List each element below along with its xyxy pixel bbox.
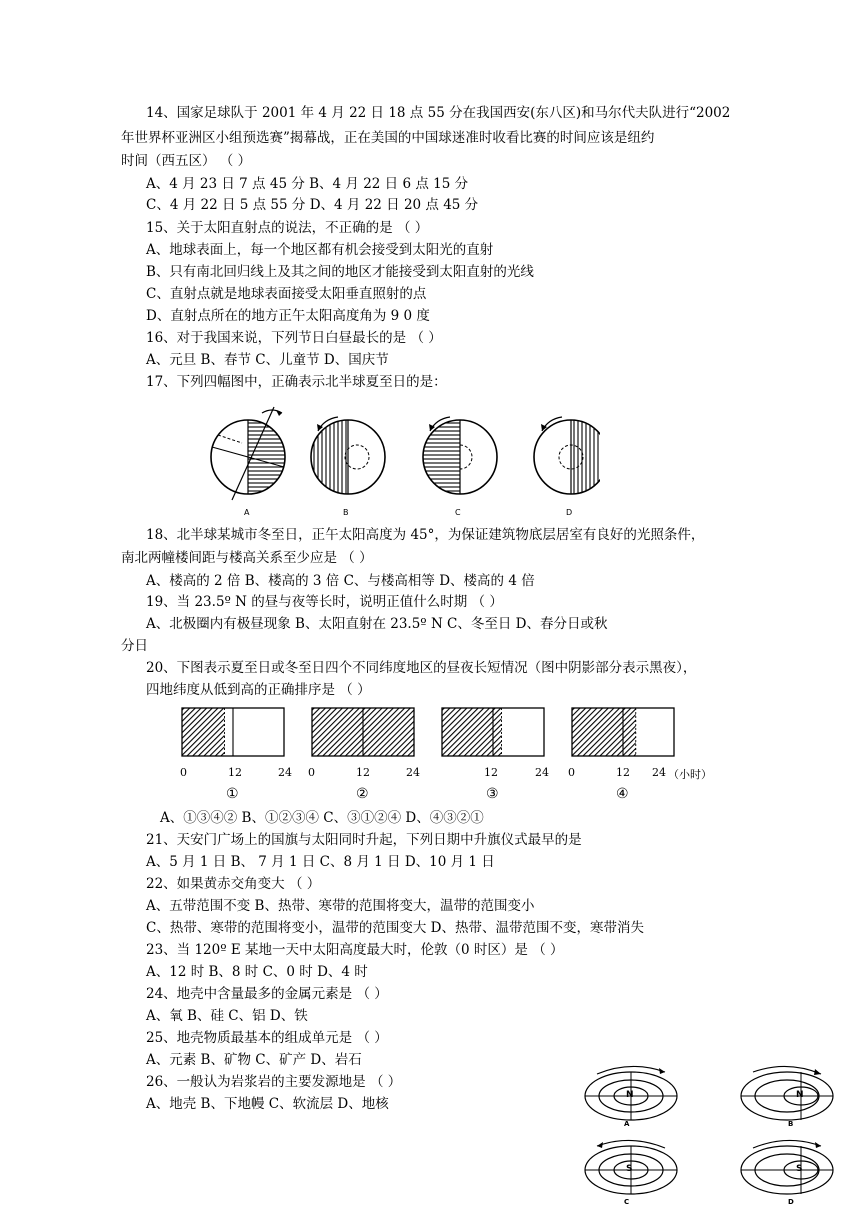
q15-option-c: C、直射点就是地球表面接受太阳垂直照射的点	[146, 286, 427, 302]
polar-label-b: B	[788, 1120, 794, 1128]
q16-options: A、元旦 B、春节 C、儿童节 D、国庆节	[146, 352, 389, 368]
q14-options-2: C、4 月 22 日 5 点 55 分 D、4 月 22 日 20 点 45 分	[146, 197, 479, 213]
q19-stem: 19、当 23.5º N 的昼与夜等长时，说明正值什么时期 （ ）	[146, 594, 503, 610]
q25-stem: 25、地壳物质最基本的组成单元是 （ ）	[146, 1030, 388, 1046]
time-unit-label: （小时）	[668, 768, 712, 781]
earth-diagram-b	[300, 415, 385, 505]
polar-diagram-d	[741, 1140, 833, 1194]
q22-stem: 22、如果黄赤交角变大 （ ）	[146, 876, 321, 892]
polar-c-pole: S	[626, 1164, 633, 1174]
bar3-tick-24: 24	[535, 766, 549, 779]
q19-options-cont: 分日	[121, 638, 148, 654]
daynight-bar-2	[312, 708, 414, 756]
fig17-label-d: D	[566, 508, 573, 517]
night-segment	[572, 708, 636, 756]
q23-options: A、12 时 B、8 时 C、0 时 D、4 时	[146, 964, 368, 980]
q20-options: A、①③④② B、①②③④ C、③①②④ D、④③②①	[160, 810, 484, 826]
q16-stem: 16、对于我国来说，下列节日白昼最长的是 （ ）	[146, 330, 442, 346]
bar2-tick-24: 24	[406, 766, 420, 779]
bar4-number: ④	[616, 786, 629, 802]
q20-line1: 20、下图表示夏至日或冬至日四个不同纬度地区的昼夜长短情况（图中阴影部分表示黑夜），	[146, 660, 697, 676]
q15-option-a: A、地球表面上，每一个地区都有机会接受到太阳光的直射	[146, 242, 494, 258]
q24-stem: 24、地壳中含量最多的金属元素是 （ ）	[146, 986, 388, 1002]
q23-stem: 23、当 120º E 某地一天中太阳高度最大时，伦敦（0 时区）是 （ ）	[146, 942, 564, 958]
bar2-tick-0: 0	[308, 766, 315, 779]
bar4-tick-0: 0	[568, 766, 575, 779]
q18-line2: 南北两幢楼间距与楼高关系至少应是 （ ）	[121, 550, 373, 566]
q15-option-d: D、直射点所在的地方正午太阳高度角为 9 0 度	[146, 308, 430, 324]
night-segment	[182, 708, 225, 756]
polar-b-pole: N	[796, 1090, 804, 1100]
polar-label-a: A	[624, 1120, 630, 1128]
q24-options: A、氧 B、硅 C、铝 D、铁	[146, 1008, 308, 1024]
polar-d-pole: S	[796, 1164, 803, 1174]
q19-options: A、北极圈内有极昼现象 B、太阳直射在 23.5º N C、冬至日 D、春分日或秋	[146, 616, 608, 632]
q17-stem: 17、下列四幅图中，正确表示北半球夏至日的是：	[146, 374, 447, 390]
fig17-label-b: B	[343, 508, 349, 517]
q15-stem: 15、关于太阳直射点的说法，不正确的是 （ ）	[146, 220, 429, 236]
polar-label-d: D	[788, 1198, 794, 1206]
daynight-bar-1	[182, 708, 284, 756]
q18-options: A、楼高的 2 倍 B、楼高的 3 倍 C、与楼高相等 D、楼高的 4 倍	[146, 573, 535, 589]
bar1-tick-0: 0	[180, 766, 187, 779]
q22-options-1: A、五带范围不变 B、热带、寒带的范围将变大，温带的范围变小	[146, 898, 535, 914]
q26-stem: 26、一般认为岩浆岩的主要发源地是 （ ）	[146, 1074, 402, 1090]
q17-figure	[200, 405, 600, 515]
bar2-tick-12: 12	[356, 766, 370, 779]
q26-options: A、地壳 B、下地幔 C、软流层 D、地核	[146, 1096, 389, 1112]
polar-view-figure	[575, 1058, 845, 1214]
q15-option-b: B、只有南北回归线上及其之间的地区才能接受到太阳直射的光线	[146, 264, 534, 280]
bar1-tick-24: 24	[278, 766, 292, 779]
polar-a-pole: N	[626, 1090, 634, 1100]
earth-diagram-a	[211, 407, 288, 505]
bar1-number: ①	[226, 786, 239, 802]
q20-figure	[178, 702, 698, 764]
fig17-label-c: C	[455, 508, 461, 517]
q14-line2: 年世界杯亚洲区小组预选赛”揭幕战，正在美国的中国球迷准时收看比赛的时间应该是纽约	[121, 130, 655, 146]
q20-line2: 四地纬度从低到高的正确排序是 （ ）	[146, 682, 371, 698]
q22-options-2: C、热带、寒带的范围将变小，温带的范围变大 D、热带、温带范围不变，寒带消失	[146, 920, 644, 936]
q21-options: A、5 月 1 日 B、 7 月 1 日 C、8 月 1 日 D、10 月 1 日	[146, 854, 495, 870]
bar1-tick-12: 12	[228, 766, 242, 779]
polar-label-c: C	[624, 1198, 630, 1206]
bar4-tick-12: 12	[616, 766, 630, 779]
q14-line1: 14、国家足球队于 2001 年 4 月 22 日 18 点 55 分在我国西安(东八区)和马尔代夫队进行“2002	[146, 105, 731, 121]
bar3-number: ③	[486, 786, 499, 802]
earth-diagram-d	[534, 415, 600, 505]
bar2-number: ②	[356, 786, 369, 802]
fig17-label-a: A	[244, 508, 250, 517]
q25-options: A、元素 B、矿物 C、矿产 D、岩石	[146, 1052, 362, 1068]
q21-stem: 21、天安门广场上的国旗与太阳同时升起，下列日期中升旗仪式最早的是	[146, 832, 582, 848]
q14-options-1: A、4 月 23 日 7 点 45 分 B、4 月 22 日 6 点 15 分	[146, 176, 469, 192]
daynight-bar-4	[572, 708, 674, 756]
q14-line3: 时间（西五区） （ ）	[121, 153, 252, 169]
bar4-tick-24: 24	[652, 766, 666, 779]
daynight-bar-3	[442, 708, 544, 756]
polar-diagram-b	[741, 1066, 833, 1120]
q18-line1: 18、北半球某城市冬至日，正午太阳高度为 45°，为保证建筑物底层居室有良好的光照条件，	[146, 527, 705, 543]
earth-diagram-c	[412, 415, 497, 505]
bar3-tick-12: 12	[484, 766, 498, 779]
